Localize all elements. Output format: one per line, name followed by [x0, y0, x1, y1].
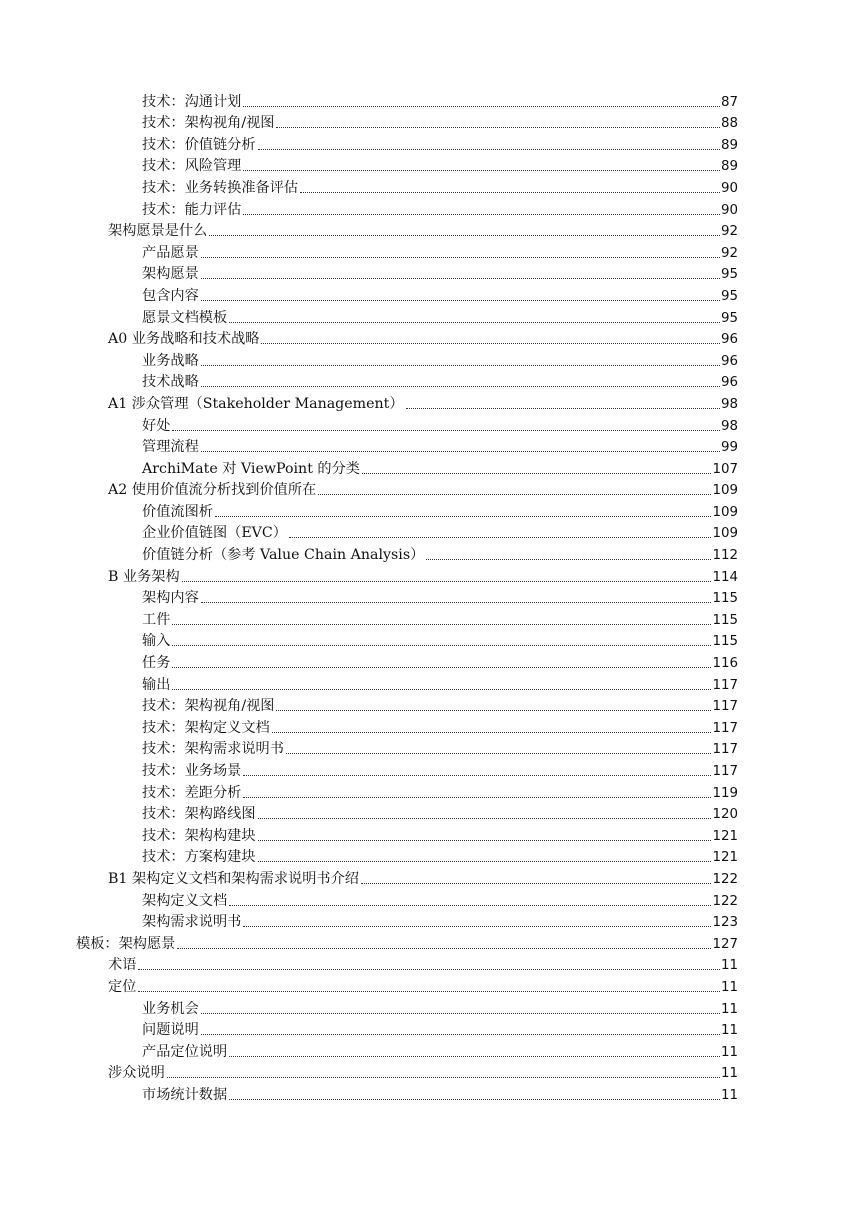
toc-entry-title: A2 使用价值流分析找到价值所在 — [108, 482, 317, 499]
toc-dot-leader — [243, 106, 720, 107]
toc-entry-page-number: 11 — [720, 958, 738, 974]
toc-entry[interactable] — [0, 586, 868, 608]
toc-entry-title: 业务机会 — [142, 1000, 199, 1017]
toc-entry-title: 技术战略 — [142, 374, 199, 391]
toc-entry-title: 技术：架构视角/视图 — [142, 698, 275, 715]
toc-dot-leader — [172, 667, 711, 668]
toc-entry-title: 技术：架构定义文档 — [142, 719, 270, 736]
toc-entry-page-number: 107 — [712, 461, 738, 477]
toc-dot-leader — [201, 386, 720, 387]
toc-entry-page-number: 92 — [720, 245, 738, 261]
toc-entry-title: 产品定位说明 — [142, 1043, 228, 1060]
toc-entry-title: A1 涉众管理（Stakeholder Management） — [108, 395, 404, 412]
toc-dot-leader — [229, 1099, 720, 1100]
toc-entry[interactable] — [0, 370, 868, 392]
toc-dot-leader — [243, 797, 711, 798]
toc-entry[interactable] — [0, 910, 868, 932]
toc-entry-page-number: 89 — [720, 137, 738, 153]
toc-dot-leader — [362, 473, 711, 474]
toc-dot-leader — [300, 192, 720, 193]
toc-entry[interactable] — [0, 435, 868, 457]
toc-entry-page-number: 116 — [712, 656, 738, 672]
toc-entry-page-number: 89 — [720, 159, 738, 175]
toc-dot-leader — [201, 278, 720, 279]
toc-dot-leader — [426, 559, 711, 560]
toc-entry[interactable] — [0, 283, 868, 305]
toc-dot-leader — [229, 322, 720, 323]
toc-entry-title: 技术：架构需求说明书 — [142, 741, 284, 758]
toc-entry-page-number: 11 — [720, 1066, 738, 1082]
toc-dot-leader — [258, 861, 712, 862]
toc-entry-title: 企业价值链图（EVC） — [142, 525, 287, 542]
toc-entry[interactable] — [0, 866, 868, 888]
toc-entry-page-number: 120 — [712, 807, 738, 823]
toc-entry-page-number: 117 — [712, 720, 738, 736]
toc-dot-leader — [243, 775, 711, 776]
toc-entry-title: 架构定义文档 — [142, 892, 228, 909]
toc-dot-leader — [215, 516, 711, 517]
toc-entry-title: 价值链分析（参考 Value Chain Analysis） — [142, 547, 425, 564]
toc-dot-leader — [167, 1077, 720, 1078]
toc-entry[interactable] — [0, 175, 868, 197]
toc-entry[interactable] — [0, 1039, 868, 1061]
toc-entry-page-number: 90 — [720, 180, 738, 196]
toc-entry-page-number: 117 — [712, 677, 738, 693]
toc-entry-page-number: 98 — [720, 418, 738, 434]
toc-entry-title: 问题说明 — [142, 1022, 199, 1039]
toc-entry-page-number: 99 — [720, 440, 738, 456]
toc-dot-leader — [201, 451, 720, 452]
toc-entry-page-number: 117 — [712, 699, 738, 715]
toc-dot-leader — [258, 840, 712, 841]
toc-entry[interactable] — [0, 478, 868, 500]
toc-entry-page-number: 11 — [720, 1087, 738, 1103]
toc-entry-title: 价值流图析 — [142, 503, 213, 520]
toc-entry[interactable] — [0, 456, 868, 478]
toc-entry-page-number: 127 — [712, 936, 738, 952]
toc-entry-page-number: 123 — [712, 915, 738, 931]
toc-entry[interactable] — [0, 802, 868, 824]
toc-entry[interactable] — [0, 607, 868, 629]
toc-entry[interactable] — [0, 348, 868, 370]
toc-entry-title: 管理流程 — [142, 439, 199, 456]
toc-entry-title: 架构内容 — [142, 590, 199, 607]
toc-entry-title: 架构愿景 — [142, 266, 199, 283]
toc-entry-page-number: 96 — [720, 353, 738, 369]
toc-entry-title: 技术：架构构建块 — [142, 827, 256, 844]
toc-entry-title: A0 业务战略和技术战略 — [108, 331, 260, 348]
toc-entry[interactable] — [0, 197, 868, 219]
toc-entry[interactable] — [0, 219, 868, 241]
toc-entry-title: 市场统计数据 — [142, 1086, 228, 1103]
toc-entry-page-number: 112 — [712, 548, 738, 564]
toc-entry[interactable] — [0, 780, 868, 802]
toc-dot-leader — [229, 1056, 720, 1057]
toc-entry-title: 技术：架构视角/视图 — [142, 115, 275, 132]
toc-entry-title: 技术：价值链分析 — [142, 136, 256, 153]
toc-entry[interactable] — [0, 737, 868, 759]
toc-entry-title: 技术：方案构建块 — [142, 849, 256, 866]
toc-entry-page-number: 90 — [720, 202, 738, 218]
toc-entry[interactable] — [0, 499, 868, 521]
toc-entry-title: 输出 — [142, 676, 171, 693]
toc-dot-leader — [361, 883, 711, 884]
toc-entry-page-number: 122 — [712, 893, 738, 909]
toc-entry-page-number: 88 — [720, 116, 738, 132]
toc-entry-page-number: 109 — [712, 526, 738, 542]
toc-entry[interactable] — [0, 564, 868, 586]
toc-dot-leader — [172, 624, 711, 625]
toc-entry-page-number: 115 — [712, 612, 738, 628]
toc-dot-leader — [201, 365, 720, 366]
toc-entry[interactable] — [0, 521, 868, 543]
toc-entry-page-number: 11 — [720, 1044, 738, 1060]
toc-dot-leader — [182, 581, 712, 582]
toc-entry[interactable] — [0, 845, 868, 867]
toc-entry-title: B 业务架构 — [108, 568, 180, 585]
toc-entry-title: 任务 — [142, 655, 171, 672]
toc-entry-title: ArchiMate 对 ViewPoint 的分类 — [142, 460, 360, 477]
toc-dot-leader — [243, 214, 720, 215]
toc-entry[interactable] — [0, 931, 868, 953]
toc-entry-page-number: 109 — [712, 504, 738, 520]
toc-entry[interactable] — [0, 262, 868, 284]
toc-entry-title: 包含内容 — [142, 287, 199, 304]
toc-entry[interactable] — [0, 1061, 868, 1083]
toc-entry-page-number: 121 — [712, 828, 738, 844]
toc-entry[interactable] — [0, 305, 868, 327]
toc-entry-page-number: 122 — [712, 871, 738, 887]
toc-entry-page-number: 95 — [720, 267, 738, 283]
toc-entry[interactable] — [0, 715, 868, 737]
toc-entry[interactable] — [0, 996, 868, 1018]
toc-entry[interactable] — [0, 650, 868, 672]
toc-dot-leader — [258, 149, 720, 150]
toc-entry[interactable] — [0, 629, 868, 651]
toc-entry-title: 愿景文档模板 — [142, 309, 228, 326]
toc-entry-page-number: 11 — [720, 1001, 738, 1017]
toc-dot-leader — [286, 753, 712, 754]
toc-entry[interactable] — [0, 974, 868, 996]
toc-entry-title: 技术：差距分析 — [142, 784, 242, 801]
toc-dot-leader — [276, 127, 719, 128]
toc-entry-title: 产品愿景 — [142, 244, 199, 261]
toc-entry[interactable] — [0, 672, 868, 694]
toc-entry-page-number: 95 — [720, 310, 738, 326]
toc-entry-page-number: 87 — [720, 94, 738, 110]
toc-dot-leader — [177, 948, 711, 949]
toc-dot-leader — [243, 170, 720, 171]
toc-entry-title: 涉众说明 — [108, 1065, 165, 1082]
toc-entry-page-number: 117 — [712, 764, 738, 779]
toc-entry[interactable] — [0, 694, 868, 716]
toc-entry[interactable] — [0, 953, 868, 975]
toc-dot-leader — [318, 494, 711, 495]
toc-entry[interactable] — [0, 888, 868, 910]
toc-dot-leader — [406, 408, 720, 409]
toc-dot-leader — [258, 818, 712, 819]
toc-dot-leader — [209, 235, 720, 236]
toc-entry-title: 架构愿景是什么 — [108, 223, 208, 240]
toc-dot-leader — [138, 969, 720, 970]
toc-entry-page-number: 96 — [720, 332, 738, 348]
toc-entry-title: 好处 — [142, 417, 171, 434]
toc-entry-page-number: 115 — [712, 591, 738, 607]
toc-entry-title: 技术：业务转换准备评估 — [142, 179, 299, 196]
toc-entry-title: 工件 — [142, 611, 171, 628]
toc-dot-leader — [172, 645, 711, 646]
toc-dot-leader — [261, 343, 719, 344]
toc-dot-leader — [172, 689, 711, 690]
toc-dot-leader — [201, 257, 720, 258]
toc-entry-page-number: 95 — [720, 288, 738, 304]
toc-entry[interactable] — [0, 823, 868, 845]
toc-entry-title: 业务战略 — [142, 352, 199, 369]
toc-entry[interactable] — [0, 111, 868, 133]
toc-entry-title: 技术：风险管理 — [142, 158, 242, 175]
toc-dot-leader — [201, 300, 720, 301]
toc-entry[interactable] — [0, 413, 868, 435]
toc-entry-title: 输入 — [142, 633, 171, 650]
toc-dot-leader — [138, 991, 720, 992]
toc-dot-leader — [229, 905, 711, 906]
toc-entry-page-number: 119 — [712, 785, 738, 801]
toc-entry[interactable] — [0, 758, 868, 780]
toc-entry[interactable] — [0, 542, 868, 564]
toc-entry-page-number: 92 — [720, 224, 738, 240]
toc-entry-page-number: 11 — [720, 1023, 738, 1039]
toc-entry-page-number: 117 — [712, 742, 738, 758]
toc-entry-title: 技术：业务场景 — [142, 763, 242, 779]
toc-entry[interactable] — [0, 1018, 868, 1040]
toc-entry[interactable] — [0, 89, 868, 111]
toc-entry-page-number: 109 — [712, 483, 738, 499]
toc-entry-title: 定位 — [108, 978, 137, 995]
toc-dot-leader — [172, 430, 720, 431]
toc-entry-page-number: 114 — [712, 569, 738, 585]
toc-entry-page-number: 96 — [720, 375, 738, 391]
toc-entry-title: B1 架构定义文档和架构需求说明书介绍 — [108, 870, 359, 887]
toc-entry[interactable] — [0, 132, 868, 154]
toc-entry-title: 技术：能力评估 — [142, 201, 242, 218]
toc-dot-leader — [289, 537, 711, 538]
toc-entry[interactable] — [0, 154, 868, 176]
toc-entry-title: 技术：沟通计划 — [142, 93, 242, 110]
toc-entry-title: 术语 — [108, 957, 137, 974]
toc-entry[interactable] — [0, 327, 868, 349]
toc-entry-title: 架构需求说明书 — [142, 914, 242, 931]
toc-entry-page-number: 115 — [712, 634, 738, 650]
toc-dot-leader — [272, 732, 712, 733]
toc-entry[interactable] — [0, 391, 868, 413]
toc-dot-leader — [201, 1034, 720, 1035]
toc-dot-leader — [276, 710, 711, 711]
toc-dot-leader — [201, 602, 712, 603]
table-of-contents — [0, 89, 868, 1104]
toc-entry[interactable] — [0, 240, 868, 262]
toc-entry-page-number: 98 — [720, 396, 738, 412]
toc-dot-leader — [201, 1013, 720, 1014]
toc-entry-page-number: 11 — [720, 979, 738, 995]
toc-entry-title: 模板：架构愿景 — [76, 935, 176, 952]
toc-entry-title: 技术：架构路线图 — [142, 806, 256, 823]
toc-dot-leader — [243, 926, 711, 927]
toc-entry[interactable] — [0, 1082, 868, 1104]
toc-entry-page-number: 121 — [712, 850, 738, 866]
